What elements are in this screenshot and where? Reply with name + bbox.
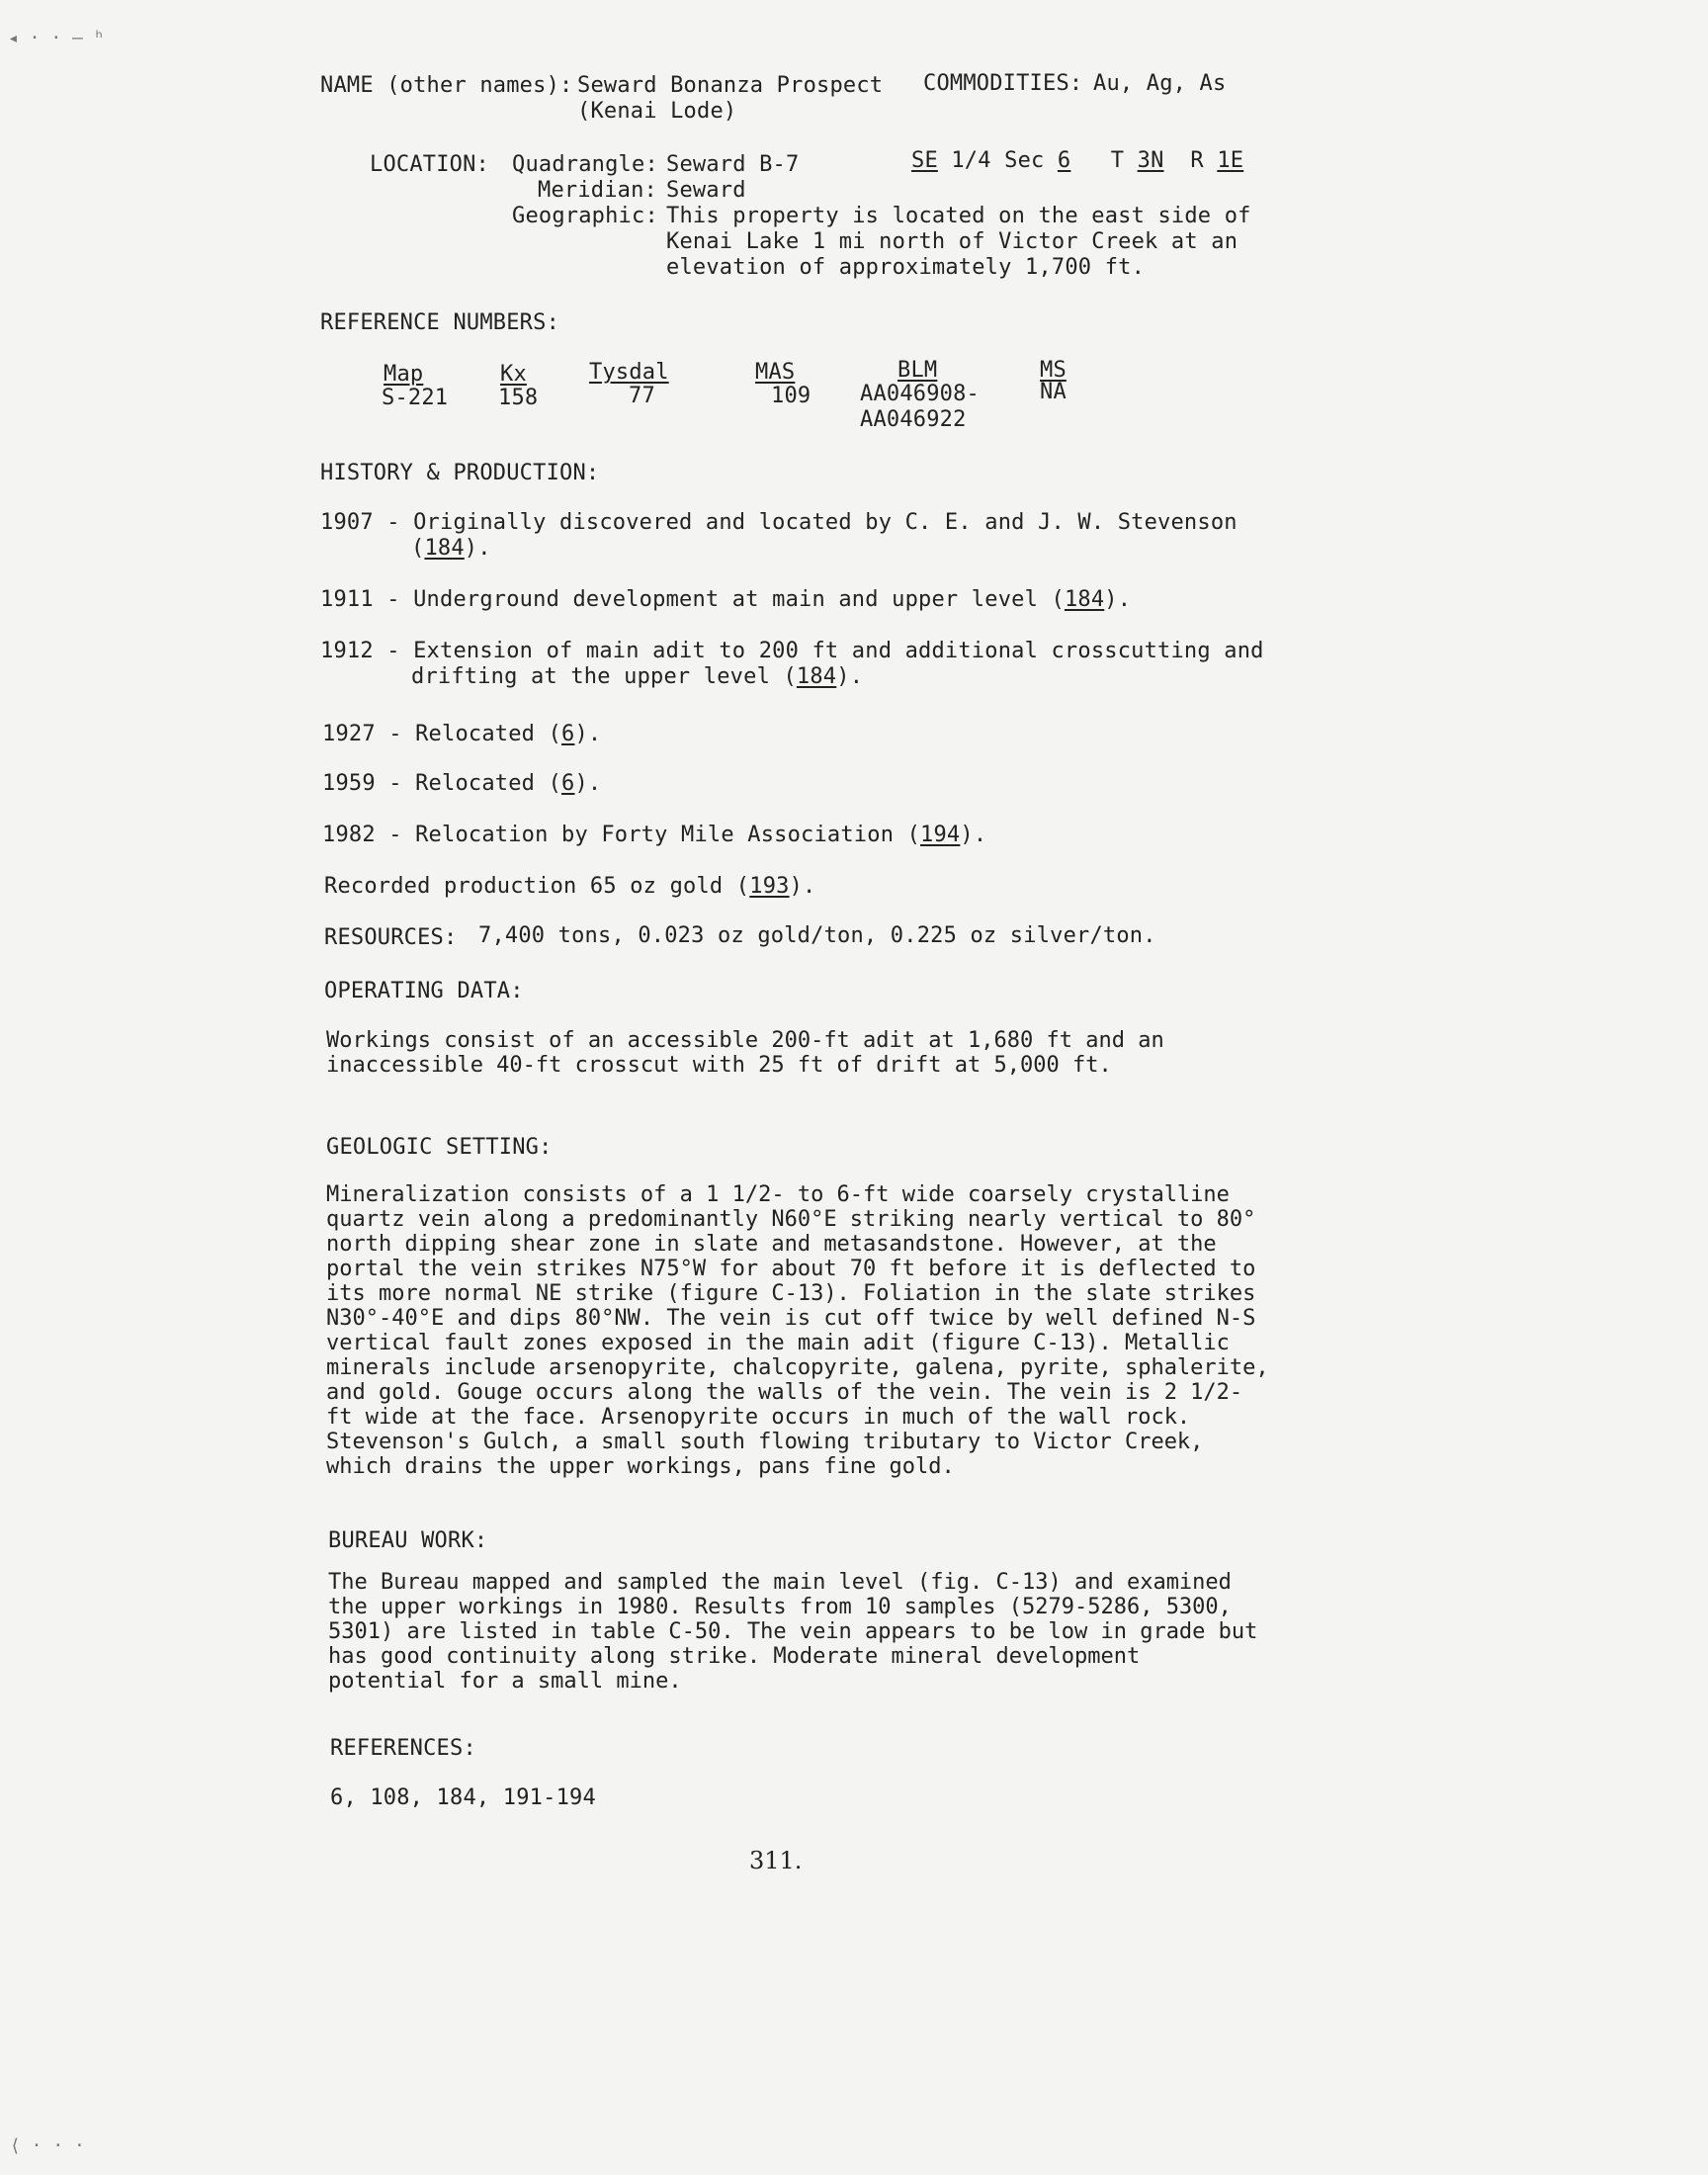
range-value: 1E <box>1217 148 1244 173</box>
name-value: Seward Bonanza Prospect <box>577 73 884 98</box>
ref-kx-label: Kx <box>500 362 527 387</box>
ref-kx-value: 158 <box>498 386 539 410</box>
quadrangle-value: Seward B-7 <box>666 152 800 177</box>
history-1927-text: 1927 - Relocated ( <box>322 722 562 746</box>
ref-tysdal-value: 77 <box>629 384 655 408</box>
resources-label: RESOURCES: <box>324 925 458 950</box>
production-text: Recorded production 65 oz gold ( <box>324 874 750 899</box>
references-heading: REFERENCES: <box>330 1736 476 1761</box>
ref-blm-label: BLM <box>897 358 938 383</box>
ref-tysdal-label: Tysdal <box>589 360 669 385</box>
history-1907-line-1: 1907 - Originally discovered and located by C. E. and J. W. Stevenson <box>320 510 1238 535</box>
ref-blm-value-2: AA046922 <box>860 407 967 432</box>
location-label: LOCATION: <box>370 152 490 177</box>
history-heading: HISTORY & PRODUCTION: <box>320 461 600 485</box>
legal-description <box>911 148 1243 174</box>
commodities-value: Au, Ag, As <box>1093 71 1227 96</box>
history-1927-ref: 6 <box>561 722 575 746</box>
other-name: (Kenai Lode) <box>577 99 737 124</box>
section-value: 6 <box>1057 148 1071 173</box>
history-1907-ref: 184 <box>424 536 465 561</box>
history-1912-text: drifting at the upper level ( <box>411 664 797 689</box>
history-1959-text: 1959 - Relocated ( <box>322 771 562 796</box>
bureau-text: The Bureau mapped and sampled the main level (fig. C-13) and examined the upper workings in 1980. Results from 10 samples (5279-5286, 5300, 5301) are listed in table C-50. The vein appears to be low in grade but has good continuity along strike. Moderate mineral development potential for a small mine. <box>328 1570 1258 1694</box>
bureau-heading: BUREAU WORK: <box>328 1528 488 1553</box>
township-label: T <box>1110 148 1125 173</box>
ref-ms-value: NA <box>1040 380 1067 404</box>
history-1959-ref: 6 <box>561 771 575 796</box>
history-1982: 1982 - Relocation by Forty Mile Association (194). <box>322 823 987 847</box>
operating-text: Workings consist of an accessible 200-ft adit at 1,680 ft and an inaccessible 40-ft crosscut with 25 ft of drift at 5,000 ft. <box>326 1028 1164 1078</box>
history-1907-line-2: (184). <box>411 536 491 561</box>
meridian-value: Seward <box>666 178 746 203</box>
meridian-label: Meridian: <box>538 178 658 203</box>
resources-value: 7,400 tons, 0.023 oz gold/ton, 0.225 oz silver/ton. <box>478 923 1156 948</box>
range-label: R <box>1190 148 1204 173</box>
ref-mas-value: 109 <box>771 384 811 408</box>
quadrangle-label: Quadrangle: <box>512 152 658 177</box>
page-number: 311. <box>749 1847 803 1874</box>
ref-map-label: Map <box>384 362 424 387</box>
history-1959: 1959 - Relocated (6). <box>322 771 602 796</box>
geographic-line-2: Kenai Lake 1 mi north of Victor Creek at an <box>666 229 1238 254</box>
geographic-line-1: This property is located on the east side of <box>666 204 1251 228</box>
recorded-production: Recorded production 65 oz gold (193). <box>324 874 816 899</box>
quarter-value: SE <box>911 148 938 173</box>
references-value: 6, 108, 184, 191-194 <box>330 1785 596 1810</box>
township-value: 3N <box>1137 148 1164 173</box>
history-1927: 1927 - Relocated (6). <box>322 722 602 746</box>
history-1911-ref: 184 <box>1064 587 1105 612</box>
geology-text: Mineralization consists of a 1 1/2- to 6-ft wide coarsely crystalline quartz vein along a predominantly N60°E striking nearly vertical to 80° north dipping shear zone in slate and metasandstone. However, at the portal the vein strikes N75°W for about 70 ft before it is deflected to its more normal NE strike (figure C-13). Foliation in the slate strikes N30°-40°E and dips 80°NW. The vein is cut off twice by well defined N-S vertical fault zones exposed in the main adit (figure C-13). Metallic minerals include arsenopyrite, chalcopyrite, galena, pyrite, sphalerite, and gold. Gouge occurs along the walls of the vein. The vein is 2 1/2- ft wide at the face. Arsenopyrite occurs in much of the wall rock. Stevenson's Gulch, a small south flowing tributary to Victor Creek, which drains the upper workings, pans fine gold. <box>326 1182 1269 1479</box>
operating-heading: OPERATING DATA: <box>324 979 524 1003</box>
history-1982-text: 1982 - Relocation by Forty Mile Association ( <box>322 823 921 847</box>
history-1912-ref: 184 <box>796 664 837 689</box>
history-1912-line-2: drifting at the upper level (184). <box>411 664 864 689</box>
history-1912-line-1: 1912 - Extension of main adit to 200 ft and additional crosscutting and <box>320 639 1264 663</box>
quarter-suffix: 1/4 Sec <box>951 148 1045 173</box>
geographic-line-3: elevation of approximately 1,700 ft. <box>666 255 1146 280</box>
scan-mark-icon: ◂ · · ‒ ʰ <box>8 28 105 48</box>
reference-numbers-heading: REFERENCE NUMBERS: <box>320 310 560 335</box>
history-1911-text: 1911 - Underground development at main and upper level ( <box>320 587 1065 612</box>
scan-edge-icon: ⟨ · · · <box>10 2135 85 2156</box>
name-label: NAME (other names): <box>320 73 573 98</box>
geology-heading: GEOLOGIC SETTING: <box>326 1135 553 1160</box>
ref-mas-label: MAS <box>755 360 796 385</box>
ref-blm-value-1: AA046908- <box>860 382 981 406</box>
geographic-label: Geographic: <box>512 204 658 228</box>
production-ref: 193 <box>749 874 790 899</box>
history-1911: 1911 - Underground development at main and upper level (184). <box>320 587 1132 612</box>
ref-map-value: S-221 <box>382 386 449 410</box>
ref-ms-label: MS <box>1040 358 1067 383</box>
history-1982-ref: 194 <box>920 823 961 847</box>
commodities-label: COMMODITIES: <box>923 71 1083 96</box>
